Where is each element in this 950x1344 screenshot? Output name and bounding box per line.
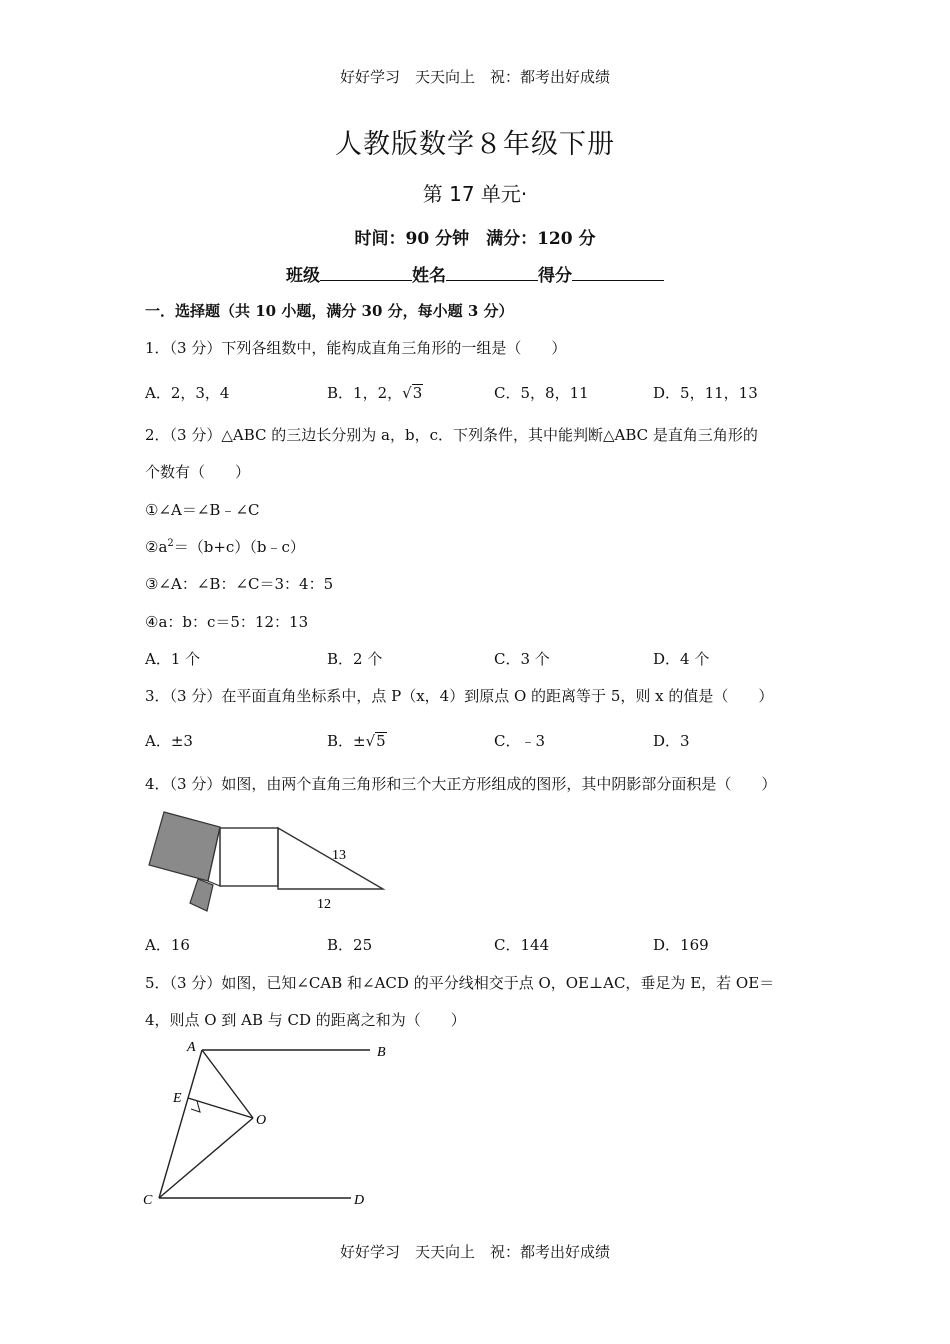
score-label: 得分 (538, 266, 572, 286)
q1-option-a[interactable]: A．2，3，4 (145, 384, 230, 402)
q3-stem: 3．（3 分）在平面直角坐标系中，点 P（x，4）到原点 O 的距离等于 5，则 x 的值是（ ） (145, 687, 774, 705)
large-shaded-square (149, 812, 220, 881)
hypotenuse-label: 13 (332, 848, 346, 863)
line-EO (188, 1098, 253, 1118)
right-angle-mark (191, 1101, 200, 1112)
q3-option-b[interactable] (327, 730, 387, 751)
q2-stem-line1: 2．（3 分）△ABC 的三边长分别为 a，b，c．下列条件，其中能判断△ABC 是直角三角形的 (145, 426, 758, 444)
line-AO (202, 1050, 253, 1118)
point-label-O: O (256, 1113, 267, 1128)
q1-option-c[interactable]: C．5，8，11 (494, 384, 589, 402)
page-header: 好好学习 天天向上 祝：都考出好成绩 (339, 68, 610, 86)
q1-option-d[interactable]: D．5，11，13 (653, 384, 758, 402)
q2-condition-2 (145, 536, 305, 557)
q2-option-a[interactable]: A．1 个 (145, 650, 201, 668)
base-label: 12 (317, 897, 331, 912)
q3-option-c[interactable]: C．﹣3 (494, 732, 546, 750)
q3-option-d[interactable]: D．3 (653, 732, 690, 750)
student-info-line (0, 261, 950, 286)
sqrt-sign: √ (365, 732, 376, 750)
q4-stem: 4．（3 分）如图，由两个直角三角形和三个大正方形组成的图形，其中阴影部分面积是（ ） (145, 775, 777, 793)
q2-condition-2-post: ＝（b+c）（b﹣c） (173, 538, 305, 556)
q3-option-a[interactable]: A．±3 (145, 732, 193, 750)
point-label-B: B (377, 1045, 386, 1060)
point-label-E: E (173, 1091, 182, 1106)
q5-stem-line2: 4，则点 O 到 AB 与 CD 的距离之和为（ ） (145, 1011, 466, 1029)
q2-condition-3: ③∠A：∠B：∠C＝3：4：5 (145, 575, 334, 593)
q2-condition-2-exponent: 2 (167, 538, 174, 549)
q5-figure (135, 1035, 405, 1210)
q3-option-b-text: B．± (327, 732, 366, 750)
time-score-line: 时间：90 分钟 满分：120 分 (354, 229, 596, 249)
q1-option-b[interactable] (327, 382, 423, 403)
q4-figure (140, 805, 400, 915)
point-label-C: C (143, 1193, 153, 1208)
q2-condition-1: ①∠A＝∠B﹣∠C (145, 501, 260, 519)
large-right-triangle (278, 828, 383, 889)
document-title: 人教版数学８年级下册 (335, 129, 615, 160)
q3-option-b-radicand: 5 (376, 732, 386, 750)
score-blank[interactable] (572, 264, 664, 281)
point-label-D: D (354, 1193, 365, 1208)
line-AC (159, 1050, 202, 1198)
q2-option-c[interactable]: C．3 个 (494, 650, 550, 668)
sqrt-sign: √ (402, 384, 412, 402)
q1-stem: 1．（3 分）下列各组数中，能构成直角三角形的一组是（ ） (145, 339, 567, 357)
name-label: 姓名 (412, 266, 446, 286)
q5-stem-line1: 5．（3 分）如图，已知∠CAB 和∠ACD 的平分线相交于点 O，OE⊥AC，垂足为 E，若 OE＝ (145, 974, 775, 992)
q4-option-a[interactable]: A．16 (145, 936, 190, 954)
q4-option-d[interactable]: D．169 (653, 936, 709, 954)
q4-option-b[interactable]: B．25 (327, 936, 373, 954)
middle-square (220, 828, 278, 886)
page-footer: 好好学习 天天向上 祝：都考出好成绩 (339, 1243, 610, 1261)
point-label-A: A (187, 1040, 196, 1055)
name-blank[interactable] (446, 264, 538, 281)
q1-option-b-radicand: 3 (412, 384, 423, 402)
class-blank[interactable] (320, 264, 412, 281)
q2-option-b[interactable]: B．2 个 (327, 650, 383, 668)
q2-condition-4: ④a：b：c＝5：12：13 (145, 613, 309, 631)
small-shaded-square (190, 879, 213, 911)
class-label: 班级 (286, 266, 320, 286)
q2-condition-2-pre: ②a (145, 538, 168, 556)
section-heading: 一．选择题（共 10 小题，满分 30 分，每小题 3 分） (145, 302, 514, 320)
q2-option-d[interactable]: D．4 个 (653, 650, 710, 668)
q1-option-b-text: B．1，2， (327, 384, 403, 402)
q2-stem-line2: 个数有（ ） (145, 463, 251, 481)
unit-title: 第 17 单元· (422, 182, 528, 206)
q4-option-c[interactable]: C．144 (494, 936, 550, 954)
line-CO (159, 1118, 253, 1198)
